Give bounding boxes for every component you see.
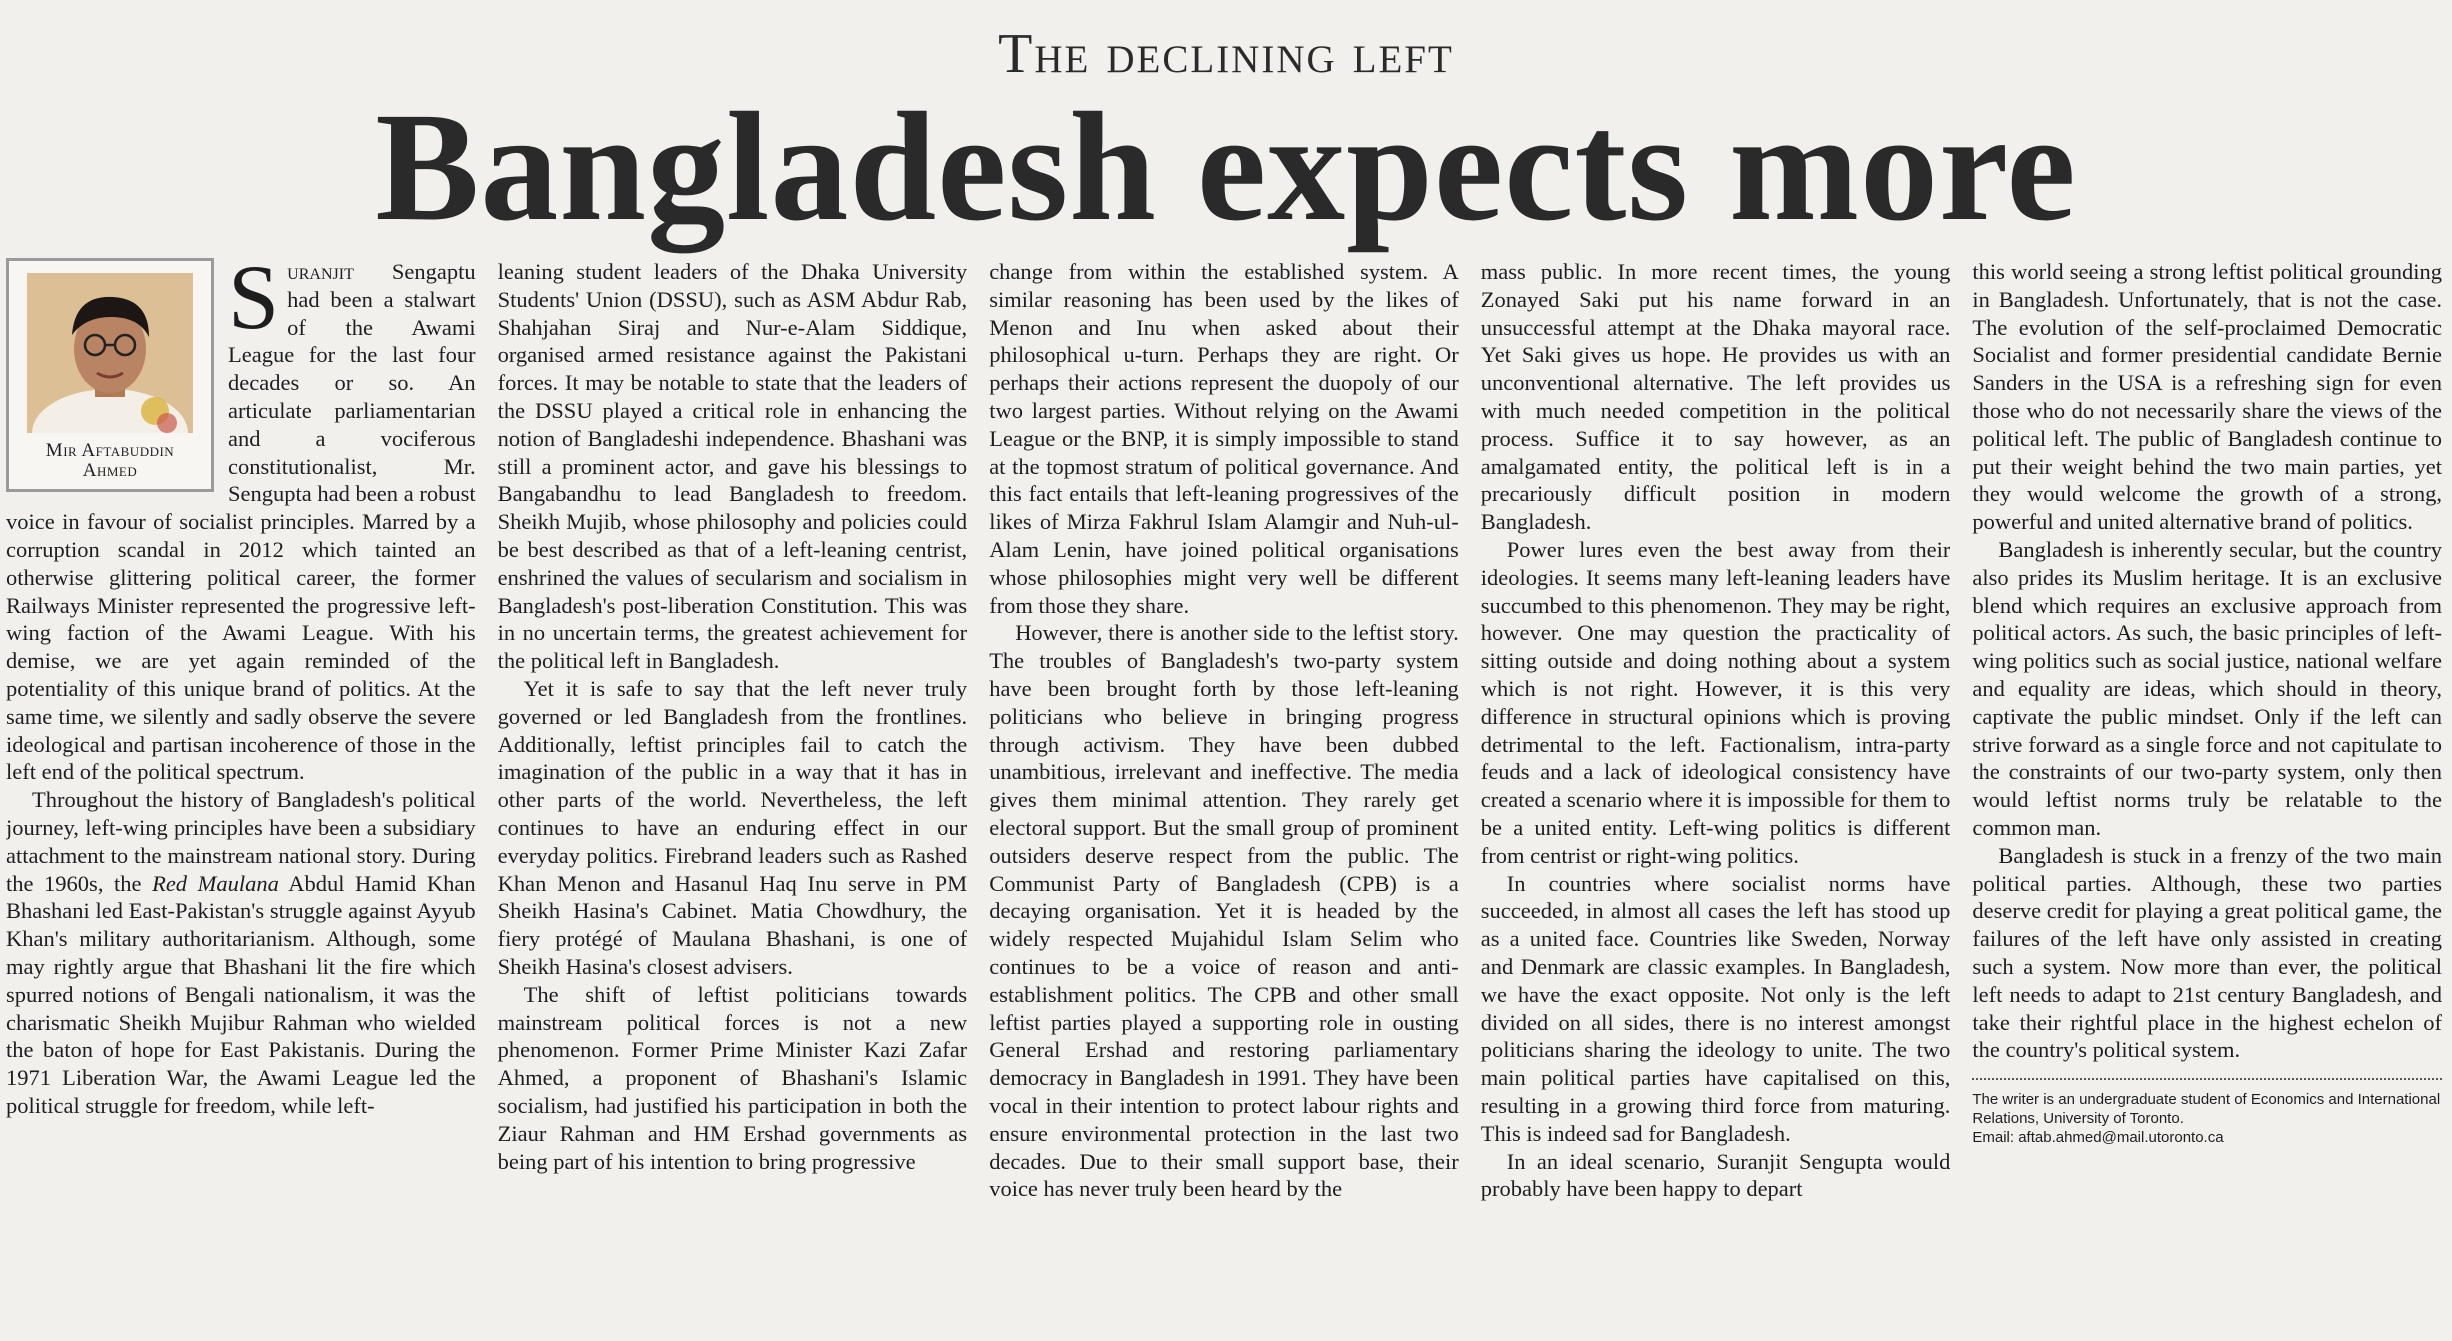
drop-cap: S <box>228 258 280 348</box>
column-4 <box>1481 258 1951 1333</box>
paragraph: mass public. In more recent times, the young Zonayed Saki put his name forward in an unsuccessful attempt at the Dhaka mayoral race. Yet Saki gives us hope. He provides us with an unconventional alternative. The left provides us with much needed competition in the political process. Suffice it to say however, as an amalgamated entity, the political left is in a precariously difficult position in modern Bangladesh. <box>1480 259 1951 535</box>
paragraph: In countries where socialist norms have succeeded, in almost all cases the left has stood up as a united face. Countries like Sweden, Norway and Denmark are classic examples. In Bangladesh, we have the exact opposite. Not only is the left divided on all sides, there is no interest amongst politicians sharing the ideology to unite. The two main political parties have capitalised on this, resulting in a growing third force from maturing. This is indeed sad for Bangladesh. <box>1480 870 1951 1146</box>
article-headline: Bangladesh expects more <box>375 80 2077 253</box>
paragraph-text: Abdul Hamid Khan Bhashani led East-Pakistan's struggle against Ayyub Khan's military authoritarianism. Although, some may rightly argue that Bhashani lit the fire which spurred notions of Bengali nationalism, it was the charismatic Sheikh Mujibur Rahman who wielded the baton of hope for East Pakistanis. During the 1971 Liberation War, the Awami League led the political struggle for freedom, while left- <box>6 870 476 1118</box>
author-byline: Mir Aftabuddin Ahmed <box>45 440 175 481</box>
article-body <box>6 258 2442 1333</box>
paragraph: However, there is another side to the leftist story. The troubles of Bangladesh's two-party system have been brought forth by those left-leaning politicians who believe in bringing progress through activism. They have been dubbed unambitious, irrelevant and ineffective. The media gives them minimal attention. They rarely get electoral support. But the small group of prominent outsiders deserve respect from the public. The Communist Party of Bangladesh (CPB) is a decaying organisation. Yet it is headed by the widely respected Mujahidul Islam Selim who continues to be a voice of reason and anti-establishment politics. The CPB and other small leftist parties played a supporting role in ousting General Ershad and restoring parliamentary democracy in Bangladesh in 1991. They have been vocal in their intention to protect labour rights and ensure environmental protection in the last two decades. Due to their small support base, their voice has never truly been heard by the <box>989 620 1459 1202</box>
paragraph-text: Throughout the history of Bangladesh's political journey, left-wing principles have been a subsidiary attachment to the mainstream national story. During the 1960s, the <box>6 787 476 896</box>
author-photo <box>27 273 193 433</box>
paragraph: The shift of leftist politicians towards mainstream political forces is not a new phenomenon. Former Prime Minister Kazi Zafar Ahmed, a proponent of Bhashani's Islamic socialism, had justified his participation in both the Ziaur Rahman and HM Ershad governments as being part of his intention to bring progressive <box>497 981 968 1174</box>
italic-term: Red Maulana <box>152 870 279 896</box>
author-portrait-box <box>6 258 214 492</box>
lead-paragraph-text: Sengaptu had been a stalwart of the Awami League for the last four decades or so. An articulate parliamentarian and a vociferous constitutionalist, Mr. Sengupta had been a robust voice in favour of socialist principles. Marred by a corruption scandal in 2012 which tainted an otherwise glittering political career, the former Railways Minister represented the progressive left-wing faction of the Awami League. With his demise, we are yet again reminded of the potentiality of this unique brand of politics. At the same time, we silently and sadly observe the severe ideological and partisan incoherence of those in the left end of the political spectrum. <box>6 259 476 785</box>
column-2 <box>498 258 968 1333</box>
paragraph: In an ideal scenario, Suranjit Sengupta would probably have been happy to depart <box>1480 1148 1951 1202</box>
author-note-email: Email: aftab.ahmed@mail.utoronto.ca <box>1972 1129 2224 1147</box>
paragraph <box>6 786 476 1120</box>
lead-opening-word: uranjit <box>287 259 354 284</box>
paragraph: this world seeing a strong leftist political grounding in Bangladesh. Unfortunately, that is not the case. The evolution of the self-proclaimed Democratic Socialist and former presidential candidate Bernie Sanders in the USA is a refreshing sign for even those who do not necessarily share the views of the political left. The public of Bangladesh continue to put their weight behind the two main parties, yet they would welcome the growth of a strong, powerful and united alternative brand of politics. <box>1972 259 2442 535</box>
article-kicker: The declining left <box>998 23 1454 85</box>
author-photo-illustration <box>27 273 193 433</box>
paragraph: Power lures even the best away from their ideologies. It seems many left-leaning leaders have succumbed to this phenomenon. They may be right, however. One may question the practicality of sitting outside and doing nothing about a system which is not right. However, it is this very difference in structural opinions which is proving detrimental to the left. Factionalism, intra-party feuds and a lack of ideological consistency have created a scenario where it is impossible for them to be a united entity. Left-wing politics is different from centrist or right-wing politics. <box>1480 536 1951 868</box>
column-1 <box>6 258 476 1333</box>
column-5 <box>1972 258 2442 1333</box>
paragraph: leaning student leaders of the Dhaka University Students' Union (DSSU), such as ASM Abdur Rab, Shahjahan Siraj and Nur-e-Alam Siddique, organised armed resistance against the Pakistani forces. It may be notable to state that the leaders of the DSSU played a critical role in enhancing the notion of Bangladeshi independence. Bhashani was still a prominent actor, and gave his blessings to Bangabandhu to lead Bangladesh to freedom. Sheikh Mujib, whose philosophy and policies could be best described as that of a left-leaning centrist, enshrined the values of secularism and socialism in Bangladesh's post-liberation Constitution. This was in no uncertain terms, the greatest achievement for the political left in Bangladesh. <box>497 259 968 674</box>
paragraph: change from within the established system. A similar reasoning has been used by the likes of Menon and Inu when asked about their philosophical u-turn. Perhaps they are right. Or perhaps their actions represent the duopoly of our two largest parties. Without relying on the Awami League or the BNP, it is simply impossible to stand at the topmost stratum of political governance. And this fact entails that left-leaning progressives of the likes of Mirza Fakhrul Islam Alamgir and Nuh-ul-Alam Lenin, have joined political organisations whose philosophies might very well be different from those they share. <box>989 259 1459 618</box>
author-note-bio: The writer is an undergraduate student of Economics and International Relations, University of Toronto. <box>1972 1091 2441 1128</box>
paragraph: Bangladesh is inherently secular, but the country also prides its Muslim heritage. It is an exclusive blend which requires an exclusive approach from political actors. As such, the basic principles of left-wing politics such as social justice, national welfare and equality are ideas, which should in theory, captivate the public mindset. Only if the left can strive forward as a single force and not capitulate to the constraints of our two-party system, only then would leftist norms truly be relatable to the common man. <box>1972 536 2442 840</box>
column-3 <box>989 258 1459 1333</box>
paragraph: Bangladesh is stuck in a frenzy of the two main political parties. Although, these two parties deserve credit for playing a great political game, the failures of the left have only assisted in creating such a system. Now more than ever, the political left needs to adapt to 21st century Bangladesh, and take their rightful place in the highest echelon of the country's political system. <box>1972 842 2442 1063</box>
footnote-divider <box>1972 1078 2442 1080</box>
author-note <box>1972 1090 2442 1147</box>
paragraph: Yet it is safe to say that the left never truly governed or led Bangladesh from the frontlines. Additionally, leftist principles fail to catch the imagination of the public in a way that it has in other parts of the world. Nevertheless, the left continues to have an enduring effect in our everyday politics. Firebrand leaders such as Rashed Khan Menon and Hasanul Haq Inu serve in PM Sheikh Hasina's Cabinet. Matia Chowdhury, the fiery protégé of Maulana Bhashani, is one of Sheikh Hasina's closest advisers. <box>497 675 968 979</box>
